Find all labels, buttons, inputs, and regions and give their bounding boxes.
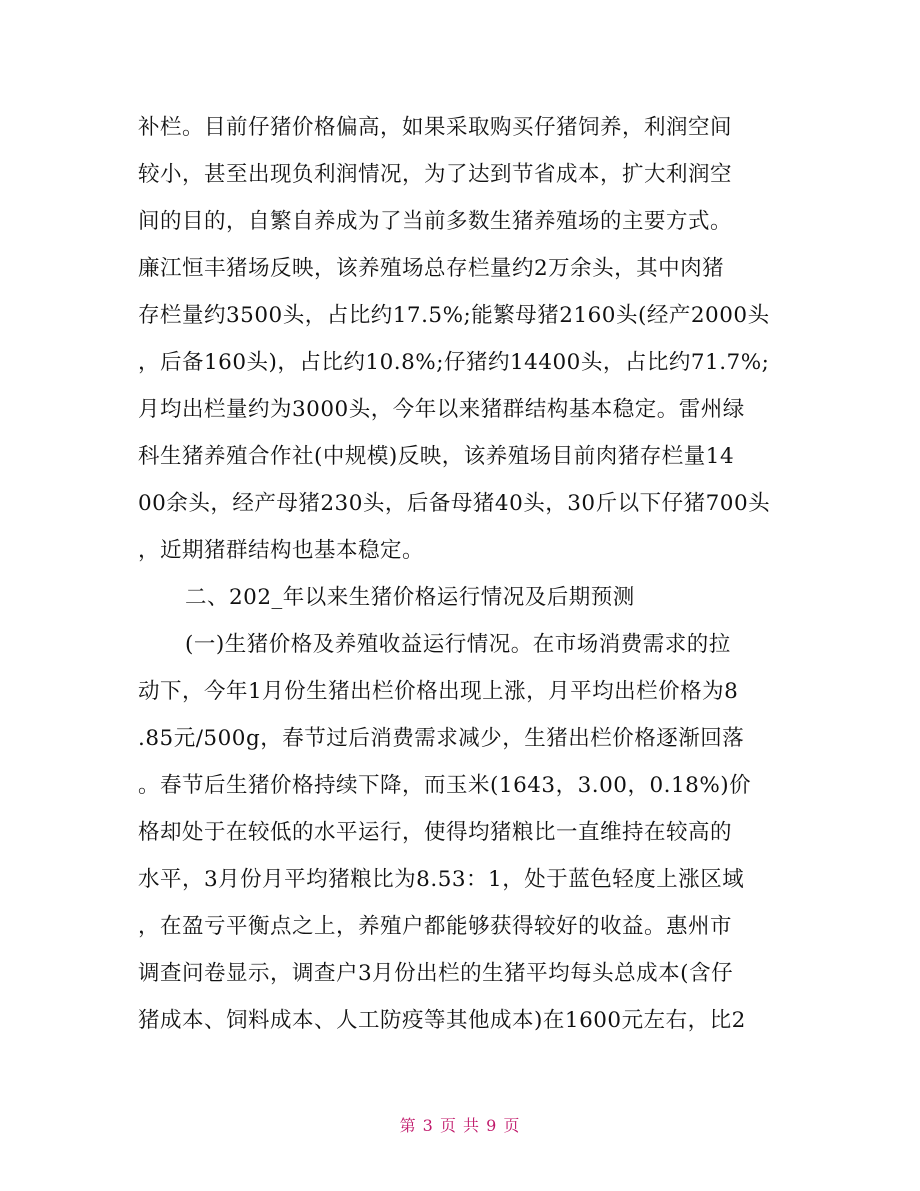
text-line: 存栏量约3500头，占比约17.5%;能繁母猪2160头(经产2000头 <box>138 303 770 328</box>
text-line: ，近期猪群结构也基本稳定。 <box>138 538 425 563</box>
text-line: 00余头，经产母猪230头，后备母猪40头，30斤以下仔猪700头 <box>138 491 771 516</box>
text-line: 补栏。目前仔猪价格偏高，如果采取购买仔猪饲养，利润空间 <box>138 115 733 140</box>
text-line: 廉江恒丰猪场反映，该养殖场总存栏量约2万余头，其中肉猪 <box>138 256 725 281</box>
text-line: ，后备160头)，占比约10.8%;仔猪约14400头，占比约71.7%; <box>138 350 770 375</box>
text-line: .85元/500g，春节过后消费需求减少，生猪出栏价格逐渐回落 <box>138 726 745 751</box>
body-text <box>138 104 788 1044</box>
text-line: 动下，今年1月份生猪出栏价格出现上涨，月平均出栏价格为8 <box>138 679 739 704</box>
text-line: 水平，3月份月平均猪粮比为8.53：1，处于蓝色轻度上涨区域 <box>138 867 745 892</box>
text-line: (一)生猪价格及养殖收益运行情况。在市场消费需求的拉 <box>185 632 731 657</box>
text-line: 调查问卷显示，调查户3月份出栏的生猪平均每头总成本(含仔 <box>138 961 734 986</box>
text-line: ，在盈亏平衡点之上，养殖户都能够获得较好的收益。惠州市 <box>138 914 733 939</box>
section-heading: 二、202_年以来生猪价格运行情况及后期预测 <box>185 585 635 610</box>
text-line: 猪成本、饲料成本、人工防疫等其他成本)在1600元左右，比2 <box>138 1008 746 1033</box>
text-line: 科生猪养殖合作社(中规模)反映，该养殖场目前肉猪存栏量14 <box>138 444 735 469</box>
text-line: 格却处于在较低的水平运行，使得均猪粮比一直维持在较高的 <box>138 820 733 845</box>
text-line: 。春节后生猪价格持续下降，而玉米(1643，3.00，0.18%)价 <box>138 773 752 798</box>
text-line: 间的目的，自繁自养成为了当前多数生猪养殖场的主要方式。 <box>138 209 733 234</box>
page-number-footer: 第 3 页 共 9 页 <box>399 1116 521 1135</box>
text-line: 月均出栏量约为3000头，今年以来猪群结构基本稳定。雷州绿 <box>138 397 745 422</box>
text-line: 较小，甚至出现负利润情况，为了达到节省成本，扩大利润空 <box>138 162 733 187</box>
